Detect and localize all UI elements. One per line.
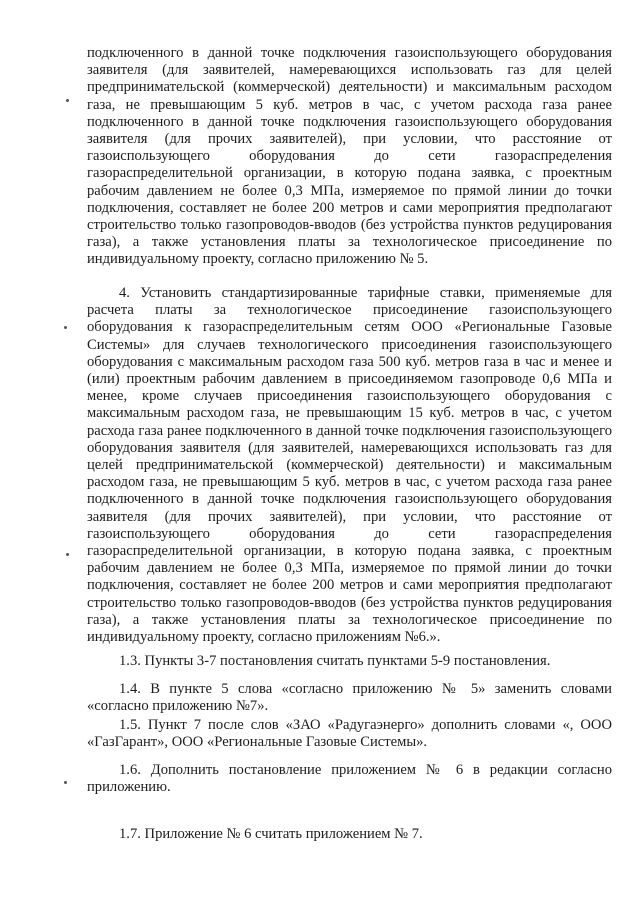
paragraph-block-1 [87,45,612,269]
paragraph-block-2 [87,285,612,646]
paragraph-4: 4. Установить стандартизированные тарифные ставки, применяемые для расчета платы за технологическое присоединение газоиспользующего оборудования к газораспределительным сетям ООО «Региональные Газовые Системы» для случаев технологического присоединения газоиспользующего оборудования с максимальным расходом газа 500 куб. метров газа в час и менее и (или) проектным рабочим давлением в присоединяемом газопроводе 0,6 МПа и менее, кроме случаев присоединения газоиспользующего оборудования с максимальным расходом газа, не превышающим 15 куб. метров в час, с учетом расхода газа ранее подключенного в данной точке подключения газоиспользующего оборудования заявителя (для заявителей, намеревающихся использовать газ для целей предпринимательской (коммерческой) деятельности) и максимальным расходом газа, не превышающим 5 куб. метров в час, с учетом расхода газа ранее подключенного в данной точке подключения газоиспользующего оборудования заявителя (для прочих заявителей), при условии, что расстояние от газоиспользующего оборудования до сети газораспределения газораспределительной организации, в которую подана заявка, с проектным рабочим давлением не более 0,3 МПа, измеряемое по прямой линии до точки подключения, составляет не более 200 метров и сами мероприятия предполагают строительство только газопроводов-вводов (без устройства пунктов редуцирования газа), а также установления платы за технологическое присоединение по индивидуальному проекту, согласно приложениям №6.». [87,285,612,646]
margin-mark [66,553,69,556]
paragraph-1-6: 1.6. Дополнить постановление приложением № 6 в редакции согласно приложению. [87,762,612,796]
paragraph-block-6 [87,762,612,796]
margin-mark [66,99,69,102]
paragraph-1-3: 1.3. Пункты 3-7 постановления считать пунктами 5-9 постановления. [119,653,551,669]
paragraph-1-4: 1.4. В пункте 5 слова «согласно приложению № 5» заменить словами «согласно приложению №7». [87,681,612,715]
paragraph-block-7 [87,826,612,843]
margin-mark [64,781,67,784]
paragraph-block-3 [87,653,612,670]
paragraph-1-5: 1.5. Пункт 7 после слов «ЗАО «Радугаэнерго» дополнить словами «, ООО «ГазГарант», ООО «Региональные Газовые Системы». [87,717,612,751]
paragraph-1-7: 1.7. Приложение № 6 считать приложением № 7. [119,826,423,842]
margin-mark [64,326,67,329]
paragraph-block-5 [87,717,612,751]
paragraph-block-4 [87,681,612,715]
paragraph-continued: подключенного в данной точке подключения газоиспользующего оборудования заявителя (для заявителей, намеревающихся использовать газ для целей предпринимательской (коммерческой) деятельности) и максимальным расходом газа, не превышающим 5 куб. метров в час, с учетом расхода газа ранее подключенного в данной точке подключения газоиспользующего оборудования заявителя (для прочих заявителей), при условии, что расстояние от газоиспользующего оборудования до сети газораспределения газораспределительной организации, в которую подана заявка, с проектным рабочим давлением не более 0,3 МПа, измеряемое по прямой линии до точки подключения, составляет не более 200 метров и сами мероприятия предполагают строительство только газопроводов-вводов (без устройства пунктов редуцирования газа), а также установления платы за технологическое присоединение по индивидуальному проекту, согласно приложению № 5. [87,45,612,268]
